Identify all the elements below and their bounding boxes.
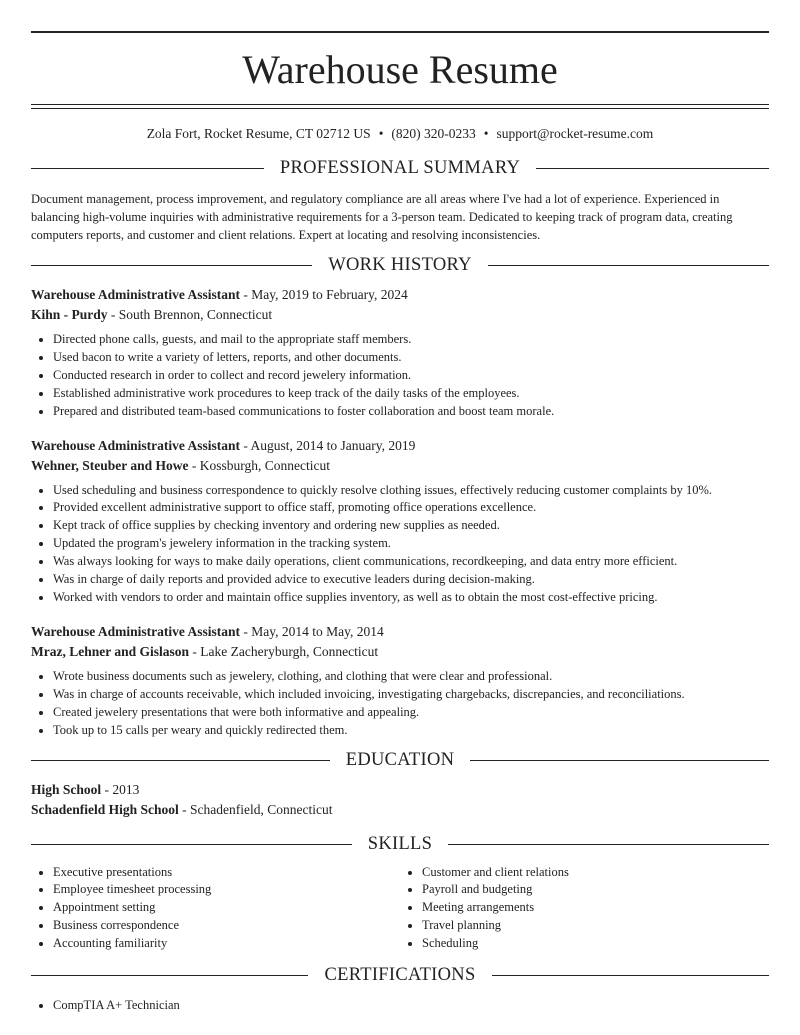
list-item: • Directed phone calls, guests, and mail to the appropriate staff members. <box>53 331 769 349</box>
heading-rule <box>470 760 769 761</box>
job-title: Warehouse Administrative Assistant <box>31 623 241 639</box>
job-org-line <box>31 642 769 662</box>
job-dates: - May, 2019 to February, 2024 <box>240 287 408 302</box>
heading-rule <box>31 265 312 266</box>
heading-label: PROFESSIONAL SUMMARY <box>279 158 521 178</box>
heading-label: SKILLS <box>367 833 433 854</box>
top-rule <box>31 31 769 33</box>
list-item: • Prepared and distributed team-based communications to foster collaboration and boost team morale. <box>53 403 769 421</box>
contact-separator: • <box>378 126 384 141</box>
education-year: - 2013 <box>101 781 140 797</box>
list-item: • Meeting arrangements <box>422 899 769 917</box>
heading-label: WORK HISTORY <box>328 255 472 275</box>
skills-list-right <box>400 864 769 954</box>
list-item: • Business correspondence <box>53 917 400 935</box>
job-dates: - August, 2014 to January, 2019 <box>240 437 416 453</box>
education-degree-line <box>31 780 769 800</box>
list-item: • Employee timesheet processing <box>53 881 400 899</box>
list-item: • Wrote business documents such as jewelery, clothing, and clothing that were clear and professional. <box>53 668 769 686</box>
job-location: - Kossburgh, Connecticut <box>188 457 331 473</box>
job-duties-list <box>31 668 769 740</box>
list-item: • Payroll and budgeting <box>422 881 769 899</box>
list-item: • Kept track of office supplies by checking inventory and ordering new supplies as needed. <box>53 517 769 535</box>
list-item: • Was in charge of accounts receivable, which included invoicing, investigating chargebacks, discrepancies, and reconciliations. <box>53 686 769 704</box>
job-entry <box>31 436 769 607</box>
contact-address: Zola Fort, Rocket Resume, CT 02712 US <box>146 126 371 141</box>
job-location: - South Brennon, Connecticut <box>107 307 273 322</box>
contact-email: support@rocket-resume.com <box>496 126 654 141</box>
section-heading-skills <box>31 834 769 855</box>
list-item: • CompTIA A+ Technician <box>53 997 769 1015</box>
contact-phone: (820) 320-0233 <box>391 126 476 141</box>
list-item: • Established administrative work procedures to keep track of the daily tasks of the employees. <box>53 385 769 403</box>
heading-rule <box>31 760 330 761</box>
job-title-line <box>31 622 769 642</box>
summary-text: Document management, process improvement, and regulatory compliance are all areas where I've had a lot of experience. Experienced in balancing high-volume inquiries with administrative requirements for a 3-person team. Dedicated to keeping track of program data, creating computers reports, and customer and client relations. Expert at locating and resolving inconsistencies. <box>31 192 733 242</box>
job-duties-list <box>31 331 769 421</box>
job-title-line <box>31 436 769 456</box>
job-title: Warehouse Administrative Assistant <box>31 437 241 453</box>
list-item: • Executive presentations <box>53 864 400 882</box>
education-entry <box>31 780 769 820</box>
contact-separator: • <box>483 126 489 141</box>
heading-rule <box>31 844 352 845</box>
resume-page <box>31 0 769 1015</box>
heading-rule <box>31 168 264 169</box>
section-heading-education <box>31 750 769 771</box>
list-item: • Accounting familiarity <box>53 935 400 953</box>
job-location: - Lake Zacheryburgh, Connecticut <box>189 643 379 659</box>
list-item: • Customer and client relations <box>422 864 769 882</box>
list-item: • Created jewelery presentations that were both informative and appealing. <box>53 704 769 722</box>
certifications-list <box>31 997 769 1015</box>
heading-label: EDUCATION <box>345 749 455 770</box>
section-heading-certifications <box>31 965 769 986</box>
list-item: • Used scheduling and business correspondence to quickly resolve clothing issues, effectively reducing customer complaints by 10%. <box>53 482 769 500</box>
job-title: Warehouse Administrative Assistant <box>31 287 241 302</box>
education-school-line <box>31 800 769 820</box>
list-item: • Updated the program's jewelery information in the tracking system. <box>53 535 769 553</box>
list-item: • Scheduling <box>422 935 769 953</box>
job-org-line <box>31 305 769 325</box>
list-item: • Appointment setting <box>53 899 400 917</box>
job-entry <box>31 285 769 421</box>
skills-grid <box>31 864 769 954</box>
section-heading-summary <box>31 158 769 179</box>
skills-list-left <box>31 864 400 954</box>
list-item: • Travel planning <box>422 917 769 935</box>
contact-line <box>31 126 769 144</box>
heading-rule <box>488 265 769 266</box>
list-item: • Was in charge of daily reports and provided advice to executive leaders during decision-making. <box>53 571 769 589</box>
heading-rule <box>448 844 769 845</box>
education-school: Schadenfield High School <box>31 801 179 817</box>
resume-title: Warehouse Resume <box>242 47 558 92</box>
list-item: • Worked with vendors to order and maintain office supplies inventory, as well as to obtain the most cost-effective pricing. <box>53 589 769 607</box>
list-item: • Used bacon to write a variety of letters, reports, and other documents. <box>53 349 769 367</box>
title-double-rule <box>31 104 769 109</box>
job-org-line <box>31 456 769 476</box>
list-item: • Was always looking for ways to make daily operations, client communications, recordkeeping, and data entry more efficient. <box>53 553 769 571</box>
list-item: • Conducted research in order to collect and record jewelery information. <box>53 367 769 385</box>
job-company: Wehner, Steuber and Howe <box>31 457 189 473</box>
job-company: Kihn - Purdy <box>31 307 108 322</box>
education-location: - Schadenfield, Connecticut <box>178 801 333 817</box>
heading-rule <box>31 975 308 976</box>
education-degree: High School <box>31 781 102 797</box>
section-heading-work <box>31 255 769 276</box>
heading-rule <box>536 168 769 169</box>
heading-label: CERTIFICATIONS <box>324 965 476 986</box>
job-dates: - May, 2014 to May, 2014 <box>240 623 384 639</box>
list-item: • Took up to 15 calls per weary and quickly redirected them. <box>53 722 769 740</box>
job-duties-list <box>31 482 769 607</box>
job-entry <box>31 622 769 740</box>
list-item: • Provided excellent administrative support to office staff, promoting office operations excellence. <box>53 499 769 517</box>
job-title-line <box>31 285 769 305</box>
heading-rule <box>492 975 769 976</box>
job-company: Mraz, Lehner and Gislason <box>31 643 190 659</box>
